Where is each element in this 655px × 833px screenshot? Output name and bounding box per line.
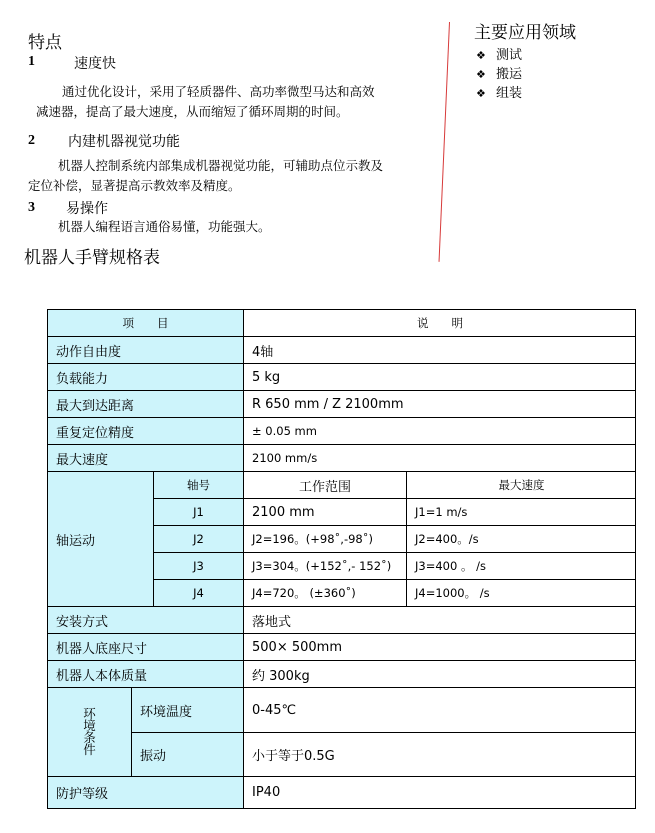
row-label: 安装方式 — [48, 607, 244, 634]
environment-label — [48, 688, 132, 777]
application-label: 组装 — [496, 86, 523, 101]
feature-3-number: 3 — [28, 200, 35, 215]
env-row-label: 环境温度 — [132, 688, 244, 733]
axis-name: J2 — [154, 526, 244, 553]
row-value: 5 kg — [244, 364, 636, 391]
axis-range: J3=304。(+152˚,- 152˚) — [244, 553, 407, 580]
protection-label: 防护等级 — [48, 777, 244, 808]
axis-speed: J3=400 。 /s — [407, 553, 636, 580]
row-value: R 650 mm / Z 2100mm — [244, 391, 636, 418]
features-heading: 特点 — [28, 33, 62, 53]
axis-range: J4=720。 (±360˚) — [244, 580, 407, 607]
axis-name: J3 — [154, 553, 244, 580]
env-char: 件 — [83, 742, 96, 757]
row-label: 最大速度 — [48, 445, 244, 472]
feature-1-title: 速度快 — [74, 56, 116, 72]
spec-table-title: 机器人手臂规格表 — [24, 248, 160, 268]
axis-name: J4 — [154, 580, 244, 607]
diamond-bullet-icon: ❖ — [476, 87, 486, 100]
axis-speed: J2=400。/s — [407, 526, 636, 553]
feature-1-number: 1 — [28, 54, 35, 69]
axis-name: J1 — [154, 499, 244, 526]
feature-2-desc-line2: 定位补偿，显著提高示教效率及精度。 — [28, 178, 241, 193]
row-label: 最大到达距离 — [48, 391, 244, 418]
divider-line — [439, 22, 450, 262]
axis-header-speed: 最大速度 — [407, 472, 636, 499]
diamond-bullet-icon: ❖ — [476, 49, 486, 62]
application-label: 搬运 — [496, 67, 523, 82]
env-char: 境 — [83, 718, 96, 733]
application-label: 测试 — [496, 48, 523, 63]
row-label: 机器人底座尺寸 — [48, 634, 244, 661]
env-char: 条 — [83, 730, 96, 745]
row-label: 负载能力 — [48, 364, 244, 391]
axis-speed: J4=1000。 /s — [407, 580, 636, 607]
feature-2-number: 2 — [28, 133, 35, 148]
application-item — [476, 44, 522, 63]
header-item: 项 目 — [48, 310, 244, 337]
feature-1-desc-line1: 通过优化设计，采用了轻质器件、高功率微型马达和高效 — [62, 84, 375, 99]
row-value: 2100 mm/s — [244, 445, 636, 472]
row-label: 动作自由度 — [48, 337, 244, 364]
header-desc: 说 明 — [244, 310, 636, 337]
row-value: 约 300kg — [244, 661, 636, 688]
row-label: 重复定位精度 — [48, 418, 244, 445]
feature-2-desc-line1: 机器人控制系统内部集成机器视觉功能，可辅助点位示教及 — [58, 158, 384, 173]
row-label: 机器人本体质量 — [48, 661, 244, 688]
row-value: ± 0.05 mm — [244, 418, 636, 445]
axis-range: 2100 mm — [244, 499, 407, 526]
application-item — [476, 82, 522, 101]
feature-2-title: 内建机器视觉功能 — [68, 134, 180, 150]
env-row-label: 振动 — [132, 733, 244, 777]
row-value: 500× 500mm — [244, 634, 636, 661]
application-item — [476, 63, 522, 82]
applications-title: 主要应用领域 — [474, 23, 576, 43]
protection-value: IP40 — [252, 785, 281, 800]
env-char: 环 — [83, 706, 96, 721]
axis-header-axis: 轴号 — [154, 472, 244, 499]
spec-table — [47, 309, 636, 809]
axis-speed: J1=1 m/s — [407, 499, 636, 526]
env-row-value: 0-45℃ — [244, 688, 636, 733]
row-value: 4轴 — [244, 337, 636, 364]
axis-motion-label: 轴运动 — [48, 472, 154, 607]
axis-header-range: 工作范围 — [244, 472, 407, 499]
feature-3-title: 易操作 — [66, 201, 108, 217]
feature-3-desc-line1: 机器人编程语言通俗易懂，功能强大。 — [58, 219, 271, 234]
diamond-bullet-icon: ❖ — [476, 68, 486, 81]
feature-1-desc-line2: 减速器，提高了最大速度，从而缩短了循环周期的时间。 — [36, 104, 349, 119]
axis-range: J2=196。(+98˚,-98˚) — [244, 526, 407, 553]
env-row-value: 小于等于0.5G — [244, 733, 636, 777]
row-value: 落地式 — [244, 607, 636, 634]
